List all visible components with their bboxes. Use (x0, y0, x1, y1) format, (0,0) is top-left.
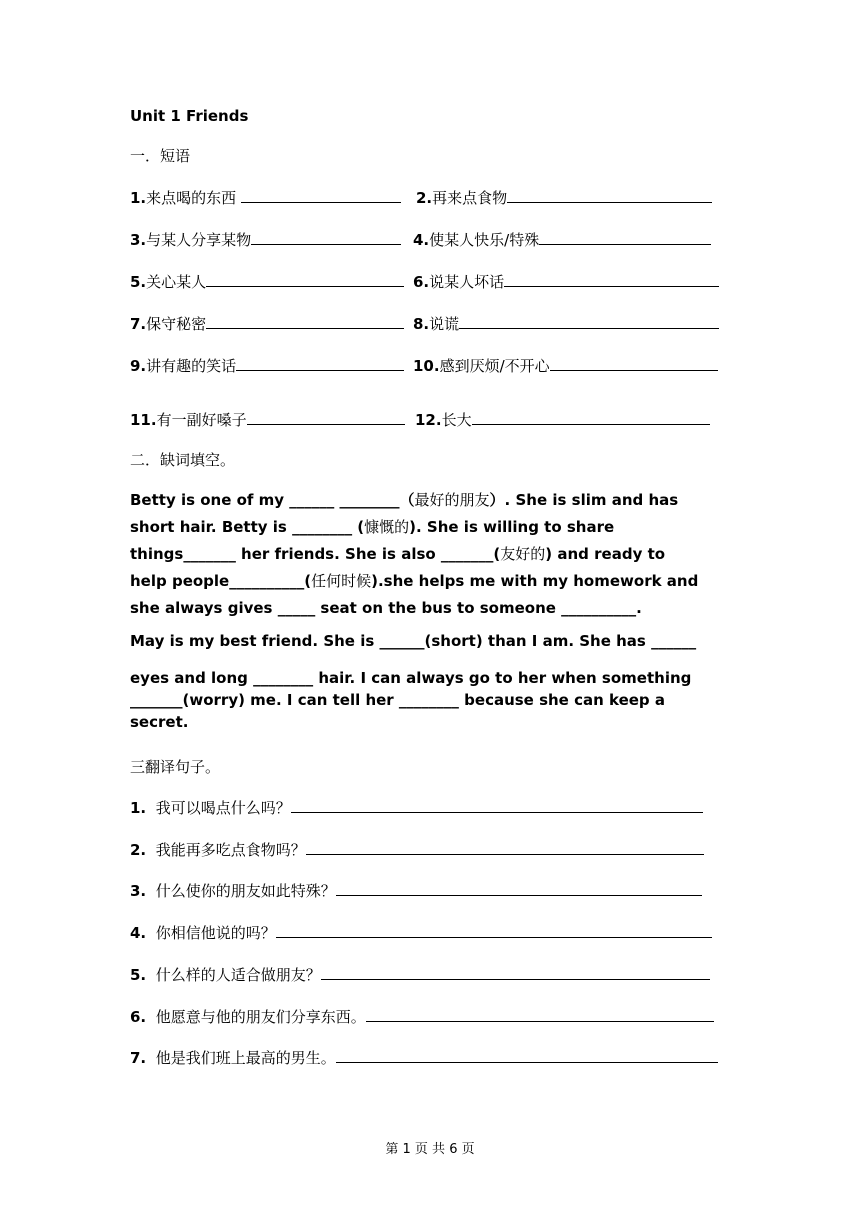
section2-heading: 二．缺词填空。 (130, 451, 236, 469)
phrase-item: 2.再来点食物 (416, 187, 712, 208)
cloze-paragraph-2-line1: May is my best friend. She is ______(short) than I am. She has ______ (130, 632, 697, 650)
phrase-item: 3.与某人分享某物 (130, 229, 401, 250)
translation-item: 2. 我能再多吃点食物吗？ (130, 839, 704, 860)
answer-blank[interactable] (539, 229, 711, 245)
answer-blank[interactable] (276, 922, 712, 938)
answer-blank[interactable] (236, 355, 404, 371)
phrase-item: 6.说某人坏话 (413, 271, 719, 292)
phrase-item: 10.感到厌烦/不开心 (413, 355, 718, 376)
answer-blank[interactable] (251, 229, 401, 245)
answer-blank[interactable] (247, 409, 405, 425)
answer-blank[interactable] (321, 964, 710, 980)
answer-blank[interactable] (366, 1006, 714, 1022)
answer-blank[interactable] (472, 409, 710, 425)
phrase-item: 9.讲有趣的笑话 (130, 355, 404, 376)
answer-blank[interactable] (336, 880, 702, 896)
phrase-item: 12.长大 (415, 409, 710, 430)
answer-blank[interactable] (291, 797, 703, 813)
page-footer: 第 1 页 共 6 页 (385, 1142, 475, 1157)
translation-item: 3. 什么使你的朋友如此特殊？ (130, 880, 702, 901)
answer-blank[interactable] (206, 271, 404, 287)
answer-blank[interactable] (336, 1047, 718, 1063)
page-title: Unit 1 Friends (130, 107, 249, 125)
phrase-item: 11.有一副好嗓子 (130, 409, 405, 430)
phrase-item: 8.说谎 (413, 313, 719, 334)
phrase-item: 4.使某人快乐/特殊 (413, 229, 711, 250)
translation-item: 4. 你相信他说的吗？ (130, 922, 712, 943)
phrase-item: 5.关心某人 (130, 271, 404, 292)
phrase-item: 1.来点喝的东西 (130, 187, 401, 208)
answer-blank[interactable] (241, 187, 401, 203)
answer-blank[interactable] (550, 355, 718, 371)
answer-blank[interactable] (206, 313, 404, 329)
section3-heading: 三翻译句子。 (130, 758, 221, 776)
phrase-item: 7.保守秘密 (130, 313, 404, 334)
answer-blank[interactable] (504, 271, 719, 287)
answer-blank[interactable] (306, 839, 704, 855)
answer-blank[interactable] (459, 313, 719, 329)
translation-item: 7. 他是我们班上最高的男生。 (130, 1047, 718, 1068)
cloze-paragraph-1: Betty is one of my ______ ________（最好的朋友）. She is slim and has short hair. Betty is ________ (慷慨的). She is willing to share things_______ her friends. She is also _______(友好的) and ready to help people__________(任何时候).she helps me with my homework and she always gives _____ seat on the bus to someone __________. (130, 491, 699, 617)
answer-blank[interactable] (507, 187, 712, 203)
section1-heading: 一．短语 (130, 147, 191, 165)
translation-item: 5. 什么样的人适合做朋友？ (130, 964, 710, 985)
translation-item: 1. 我可以喝点什么吗？ (130, 797, 703, 818)
cloze-paragraph-2: eyes and long ________ hair. I can always go to her when something _______(worry) me. I can tell her ________ because she can keep a secret. (130, 669, 692, 731)
translation-item: 6. 他愿意与他的朋友们分享东西。 (130, 1006, 714, 1027)
